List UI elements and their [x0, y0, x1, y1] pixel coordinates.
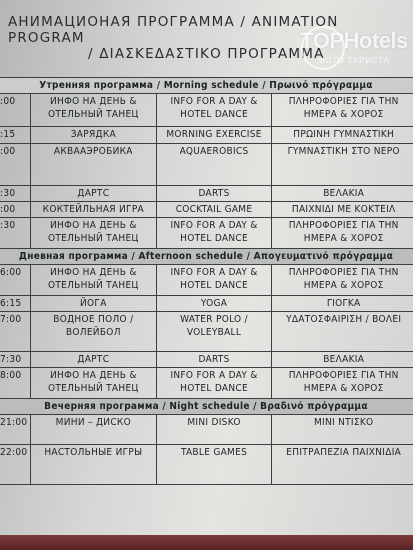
activity-en: INFO FOR A DAY & HOTEL DANCE [156, 218, 272, 249]
table-row [0, 445, 413, 485]
activity-gr: ΓΥΜΝΑΣΤΙΚΗ ΣΤΟ ΝΕΡΟ [272, 144, 413, 186]
table-row [0, 296, 413, 312]
activity-gr: ΠΑΙΧΝΙΔΙ ΜΕ ΚΟΚΤΕΙΛ [272, 202, 413, 218]
table-row [0, 94, 413, 127]
watermark-caption: ФОТО ТУРИСТА [318, 56, 390, 65]
activity-ru: АКВААЭРОБИКА [30, 144, 156, 186]
section-title: Вечерняя программа / Night schedule / Βραδινό πρόγραμμα [0, 399, 413, 415]
table-row [0, 144, 413, 186]
activity-gr: ΓΙΟΓΚΑ [272, 296, 413, 312]
activity-en: TABLE GAMES [156, 445, 272, 485]
time-cell: :30 [0, 186, 30, 202]
time-cell: 8:00 [0, 368, 30, 399]
activity-gr: ΠΛΗΡΟΦΟΡΙΕΣ ΓΙΑ ΤΗΝ ΗΜΕΡΑ & ΧΟΡΟΣ [272, 265, 413, 296]
activity-ru: НАСТОЛЬНЫЕ ИГРЫ [30, 445, 156, 485]
page-subtitle: / ΔΙΑΣΚΕΔΑΣΤΙΚΟ ΠΡΟΓΡΑΜΜΑ [88, 46, 325, 62]
activity-en: YOGA [156, 296, 272, 312]
activity-en: DARTS [156, 352, 272, 368]
watermark-logo: TOPHotels [300, 28, 408, 53]
activity-en: INFO FOR A DAY & HOTEL DANCE [156, 94, 272, 127]
activity-en: MINI DISKO [156, 415, 272, 445]
table-row [0, 127, 413, 144]
table-row [0, 218, 413, 249]
activity-en: AQUAEROBICS [156, 144, 272, 186]
activity-gr: ΠΛΗΡΟΦΟΡΙΕΣ ΓΙΑ ΤΗΝ ΗΜΕΡΑ & ΧΟΡΟΣ [272, 94, 413, 127]
time-cell: 6:00 [0, 265, 30, 296]
section-header-morning [0, 78, 413, 94]
time-cell: :15 [0, 127, 30, 144]
time-cell: :00 [0, 144, 30, 186]
activity-ru: ЙОГА [30, 296, 156, 312]
activity-gr: ΕΠΙΤΡΑΠΕΖΙΑ ΠΑΙΧΝΙΔΙΑ [272, 445, 413, 485]
activity-ru: КОКТЕЙЛЬНАЯ ИГРА [30, 202, 156, 218]
activity-ru: ДАРТС [30, 186, 156, 202]
section-title: Утренняя программа / Morning schedule / Πρωινό πρόγραμμα [0, 78, 413, 94]
activity-ru: ИНФО НА ДЕНЬ & ОТЕЛЬНЫЙ ТАНЕЦ [30, 218, 156, 249]
table-row [0, 312, 413, 352]
activity-ru: ИНФО НА ДЕНЬ & ОТЕЛЬНЫЙ ТАНЕЦ [30, 94, 156, 127]
activity-ru: ИНФО НА ДЕНЬ & ОТЕЛЬНЫЙ ТАНЕЦ [30, 265, 156, 296]
frame-bottom-edge [0, 535, 413, 550]
activity-gr: ΥΔΑΤΟΣΦΑΙΡΙΣΗ / ΒΟΛΕΙ [272, 312, 413, 352]
time-cell: 6:15 [0, 296, 30, 312]
activity-en: COCKTAIL GAME [156, 202, 272, 218]
table-row [0, 186, 413, 202]
section-header-night [0, 399, 413, 415]
time-cell: :30 [0, 218, 30, 249]
time-cell: 21:00 [0, 415, 30, 445]
activity-gr: ΒΕΛΑΚΙΑ [272, 186, 413, 202]
activity-gr: ΠΛΗΡΟΦΟΡΙΕΣ ΓΙΑ ΤΗΝ ΗΜΕΡΑ & ΧΟΡΟΣ [272, 368, 413, 399]
page-title: АНИМАЦИОНАЯ ПРОГРАММА / ANIMATION PROGRAM [8, 14, 339, 46]
table-row [0, 202, 413, 218]
activity-ru: ЗАРЯДКА [30, 127, 156, 144]
activity-en: MORNING EXERCISE [156, 127, 272, 144]
tophotels-watermark [295, 26, 413, 84]
time-cell: 22:00 [0, 445, 30, 485]
activity-gr: ΠΡΩΙΝΗ ΓΥΜΝΑΣΤΙΚΗ [272, 127, 413, 144]
activity-gr: ΜΙΝΙ ΝΤΙΣΚΟ [272, 415, 413, 445]
activity-ru: ДАРТС [30, 352, 156, 368]
section-header-afternoon [0, 249, 413, 265]
activity-gr: ΠΛΗΡΟΦΟΡΙΕΣ ΓΙΑ ΤΗΝ ΗΜΕΡΑ & ΧΟΡΟΣ [272, 218, 413, 249]
time-cell: :00 [0, 202, 30, 218]
table-row [0, 352, 413, 368]
activity-en: INFO FOR A DAY & HOTEL DANCE [156, 368, 272, 399]
activity-ru: ИНФО НА ДЕНЬ & ОТЕЛЬНЫЙ ТАНЕЦ [30, 368, 156, 399]
section-title: Дневная программа / Afternoon schedule / Απογευματινό πρόγραμμα [0, 249, 413, 265]
schedule-table [0, 77, 413, 485]
activity-ru: ВОДНОЕ ПОЛО / ВОЛЕЙБОЛ [30, 312, 156, 352]
time-cell: :00 [0, 94, 30, 127]
table-row [0, 415, 413, 445]
activity-en: INFO FOR A DAY & HOTEL DANCE [156, 265, 272, 296]
time-cell: 7:00 [0, 312, 30, 352]
table-row [0, 265, 413, 296]
activity-en: DARTS [156, 186, 272, 202]
activity-gr: ΒΕΛΑΚΙΑ [272, 352, 413, 368]
time-cell: 7:30 [0, 352, 30, 368]
table-row [0, 368, 413, 399]
watermark-ring-icon [301, 26, 345, 70]
activity-ru: МИНИ – ДИСКО [30, 415, 156, 445]
activity-en: WATER POLO / VOLEYBALL [156, 312, 272, 352]
